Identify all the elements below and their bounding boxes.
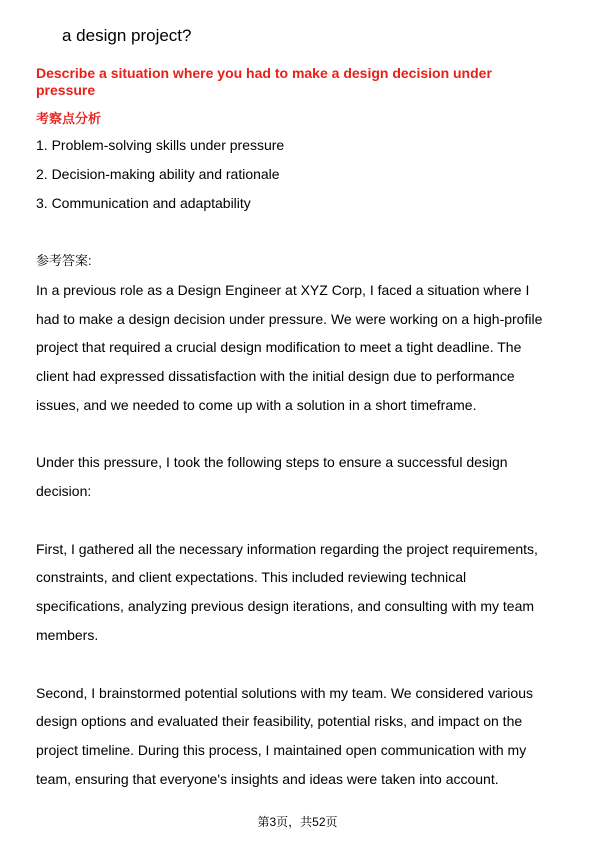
answer-p3-line-4: members. xyxy=(36,627,99,643)
question-heading-line-1: Describe a situation where you had to make a design decision under xyxy=(36,65,492,81)
question-heading-line-2: pressure xyxy=(36,82,96,98)
page-number-footer: 第3页，共52页 xyxy=(257,815,338,829)
answer-p1-line-2: had to make a design decision under pressure. We were working on a high-profile xyxy=(36,311,543,327)
analysis-point-1: 1. Problem-solving skills under pressure xyxy=(36,137,285,153)
answer-p1-line-1: In a previous role as a Design Engineer at XYZ Corp, I faced a situation where I xyxy=(36,282,530,298)
answer-p1-line-3: project that required a crucial design modification to meet a tight deadline. The xyxy=(36,339,522,355)
analysis-point-3: 3. Communication and adaptability xyxy=(36,195,251,211)
question-title-continuation: a design project? xyxy=(62,26,192,45)
analysis-point-2: 2. Decision-making ability and rationale xyxy=(36,166,280,182)
answer-p2-line-1: Under this pressure, I took the following steps to ensure a successful design xyxy=(36,454,508,470)
answer-p4-line-3: project timeline. During this process, I maintained open communication with my xyxy=(36,742,527,758)
analysis-label: 考察点分析 xyxy=(36,111,102,126)
answer-p3-line-3: specifications, analyzing previous design iterations, and consulting with my team xyxy=(36,598,535,614)
answer-p3-line-2: constraints, and client expectations. This included reviewing technical xyxy=(36,569,467,585)
answer-p4-line-2: design options and evaluated their feasibility, potential risks, and impact on the xyxy=(36,713,523,729)
answer-p1-line-5: issues, and we needed to come up with a solution in a short timeframe. xyxy=(36,397,477,413)
answer-p1-line-4: client had expressed dissatisfaction with the initial design due to performance xyxy=(36,368,515,384)
answer-p4-line-4: team, ensuring that everyone's insights and ideas were taken into account. xyxy=(36,771,499,787)
answer-p3-line-1: First, I gathered all the necessary information regarding the project requirements, xyxy=(36,541,538,557)
answer-label: 参考答案: xyxy=(36,253,92,268)
answer-p2-line-2: decision: xyxy=(36,483,92,499)
answer-p4-line-1: Second, I brainstormed potential solutions with my team. We considered various xyxy=(36,685,533,701)
